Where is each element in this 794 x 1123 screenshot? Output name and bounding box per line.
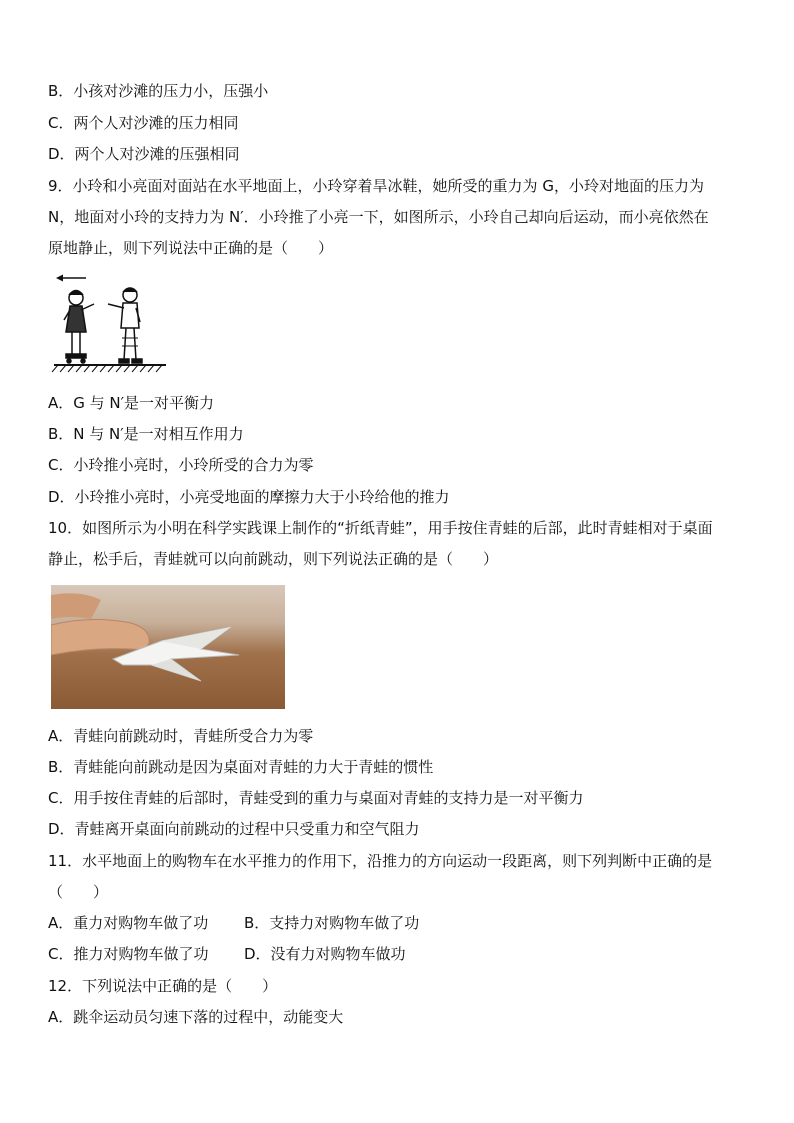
q11-stem-line-1: 11．水平地面上的购物车在水平推力的作用下，沿推力的方向运动一段距离，则下列判断中正确的是 <box>48 852 713 870</box>
q10-option-d: D．青蛙离开桌面向前跳动的过程中只受重力和空气阻力 <box>48 820 420 838</box>
q11-option-b: B．支持力对购物车做了功 <box>244 914 420 932</box>
q8-option-d: D．两个人对沙滩的压强相同 <box>48 145 240 163</box>
q10-figure-paper-frog-photo <box>51 585 285 709</box>
q8-option-b: B．小孩对沙滩的压力小，压强小 <box>48 82 269 100</box>
q10-stem-line-1: 10．如图所示为小明在科学实践课上制作的“折纸青蛙”，用手按住青蛙的后部，此时青蛙相对于桌面 <box>48 519 713 537</box>
q8-option-c: C．两个人对沙滩的压力相同 <box>48 114 239 132</box>
q11-option-c: C．推力对购物车做了功 <box>48 945 209 963</box>
q9-option-a: A．G 与 N′是一对平衡力 <box>48 394 215 412</box>
q9-stem-line-2: N，地面对小玲的支持力为 N′．小玲推了小亮一下，如图所示，小玲自己却向后运动，而小亮依然在 <box>48 208 709 226</box>
paper-frog-illustration <box>51 585 285 709</box>
q10-option-b: B．青蛙能向前跳动是因为桌面对青蛙的力大于青蛙的惯性 <box>48 758 434 776</box>
q9-option-b: B．N 与 N′是一对相互作用力 <box>48 425 244 443</box>
q9-stem-line-3: 原地静止，则下列说法中正确的是（ ） <box>48 239 334 257</box>
q12-option-a: A．跳伞运动员匀速下落的过程中，动能变大 <box>48 1008 344 1026</box>
q11-stem-line-2: （ ） <box>48 883 109 901</box>
q9-option-c: C．小玲推小亮时，小玲所受的合力为零 <box>48 456 314 474</box>
q11-option-d: D．没有力对购物车做功 <box>244 945 406 963</box>
q12-stem: 12．下列说法中正确的是（ ） <box>48 977 278 995</box>
q10-option-c: C．用手按住青蛙的后部时，青蛙受到的重力与桌面对青蛙的支持力是一对平衡力 <box>48 789 584 807</box>
q9-stem-line-1: 9．小玲和小亮面对面站在水平地面上，小玲穿着旱冰鞋，她所受的重力为 G，小玲对地面的压力为 <box>48 177 704 195</box>
q11-option-a: A．重力对购物车做了功 <box>48 914 209 932</box>
q9-figure-skater-push <box>50 268 170 380</box>
q9-option-d: D．小玲推小亮时，小亮受地面的摩擦力大于小玲给他的推力 <box>48 488 450 506</box>
q10-stem-line-2: 静止，松手后，青蛙就可以向前跳动，则下列说法正确的是（ ） <box>48 550 499 568</box>
q10-option-a: A．青蛙向前跳动时，青蛙所受合力为零 <box>48 727 314 745</box>
